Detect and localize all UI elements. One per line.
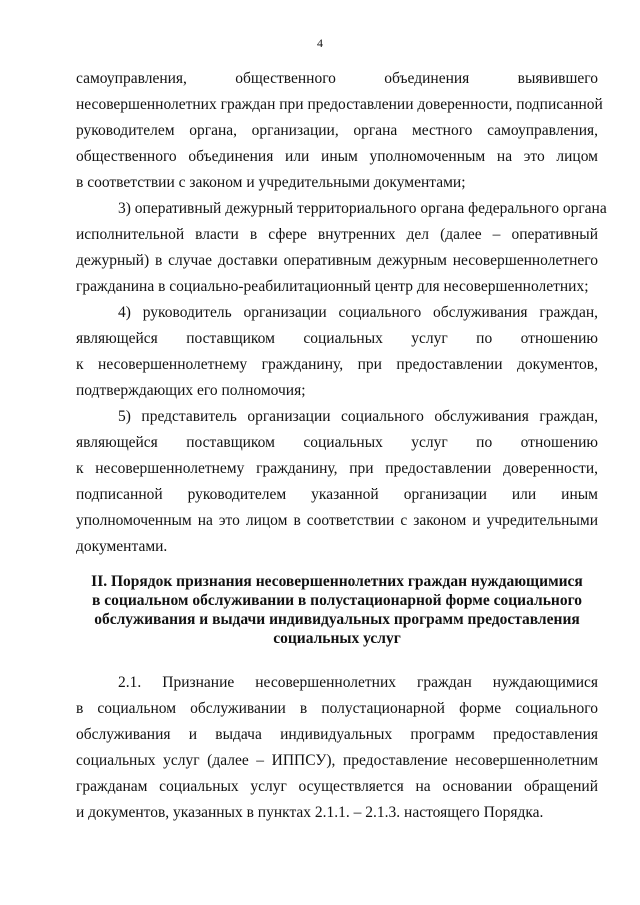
text-line: к несовершеннолетнему гражданину, при предоставлении документов, [76, 356, 598, 373]
text-line: гражданам социальных услуг осуществляется на основании обращений [76, 778, 598, 795]
section-heading [76, 572, 598, 648]
text-line: к несовершеннолетнему гражданину, при предоставлении доверенности, [76, 460, 598, 477]
list-item-5 [76, 404, 598, 560]
text-line: самоуправления, общественного объединения выявившего [76, 70, 598, 87]
text-line: в соответствии с законом и учредительными документами; [76, 174, 466, 191]
heading-line: в социальном обслуживании в полустационарной форме социального [92, 592, 582, 609]
heading-line: II. Порядок признания несовершеннолетних граждан нуждающимися [91, 573, 583, 590]
text-line: уполномоченным на это лицом в соответствии с законом и учредительными [76, 512, 598, 529]
text-line: гражданина в социально-реабилитационный центр для несовершеннолетних; [76, 278, 589, 295]
text-line: 5) представитель организации социального обслуживания граждан, [118, 408, 598, 425]
text-line: подписанной руководителем указанной организации или иным [76, 486, 598, 503]
text-line: 3) оперативный дежурный территориального органа федерального органа [118, 200, 607, 217]
list-item-4 [76, 300, 598, 404]
heading-line: социальных услуг [273, 630, 401, 647]
text-line: дежурный) в случае доставки оперативным дежурным несовершеннолетнего [76, 252, 598, 269]
text-line: руководителем органа, организации, органа местного самоуправления, [76, 122, 598, 139]
text-line: являющейся поставщиком социальных услуг по отношению [76, 434, 598, 451]
text-line: общественного объединения или иным уполномоченным на это лицом [76, 148, 598, 165]
text-line: в социальном обслуживании в полустационарной форме социального [76, 700, 598, 717]
page-number: 4 [317, 36, 323, 50]
text-line: и документов, указанных в пунктах 2.1.1. – 2.1.3. настоящего Порядка. [76, 804, 544, 821]
text-line: документами. [76, 538, 168, 555]
clause-2-1 [76, 670, 598, 826]
text-line: являющейся поставщиком социальных услуг по отношению [76, 330, 598, 347]
text-line: обслуживания и выдача индивидуальных программ предоставления [76, 726, 598, 743]
paragraph-continuation [76, 66, 603, 196]
text-line: несовершеннолетних граждан при предоставлении доверенности, подписанной [76, 96, 603, 113]
list-item-3 [76, 196, 607, 300]
heading-line: обслуживания и выдачи индивидуальных программ предоставления [94, 611, 580, 628]
text-line: 2.1. Признание несовершеннолетних граждан нуждающимися [118, 674, 598, 691]
text-line: социальных услуг (далее – ИППСУ), предоставление несовершеннолетним [76, 752, 598, 769]
text-line: 4) руководитель организации социального обслуживания граждан, [118, 304, 598, 321]
text-line: подтверждающих его полномочия; [76, 382, 306, 399]
text-line: исполнительной власти в сфере внутренних дел (далее – оперативный [76, 226, 598, 243]
